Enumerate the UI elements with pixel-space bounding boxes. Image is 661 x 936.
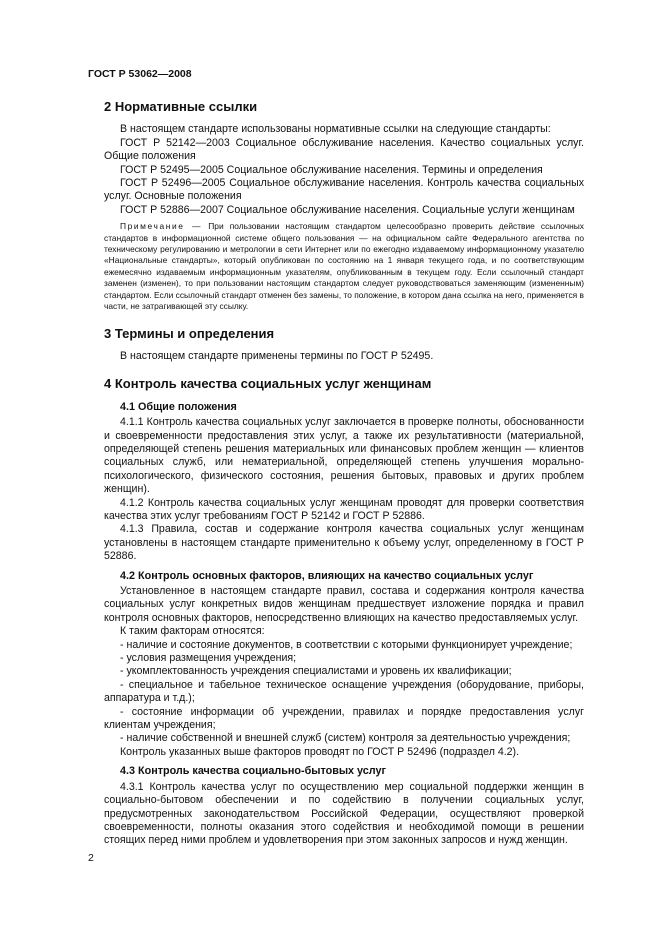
page-number: 2 xyxy=(88,852,94,864)
document-body xyxy=(104,94,584,848)
paragraph: 4.3.1 Контроль качества услуг по осуществлению мер социальной поддержки женщин в социально-бытовом обеспечении и по содействию в получении социальных услуг, предусмотренных законодательством Российской Федерации, осуществляют проверкой своевременности, полноты оказания этого содействия и необходимой помощи в решении стоящих перед ними проблем и удовлетворения при этом законных запросов и нужд женщин. xyxy=(104,780,584,847)
list-item: - наличие и состояние документов, в соответствии с которыми функционирует учреждение; xyxy=(120,638,573,651)
paragraph: Контроль указанных выше факторов проводят по ГОСТ Р 52496 (подраздел 4.2). xyxy=(120,745,520,758)
list-item: - укомплектованность учреждения специалистами и уровень их квалификации; xyxy=(120,665,512,678)
normative-ref: ГОСТ Р 52495—2005 Социальное обслуживание населения. Термины и определения xyxy=(120,163,543,176)
list-item: - условия размещения учреждения; xyxy=(120,652,297,665)
list-item: - специальное и табельное техническое оснащение учреждения (оборудование, приборы, аппаратура и т.д.); xyxy=(104,678,584,705)
section-4-heading: 4 Контроль качества социальных услуг женщинам xyxy=(104,376,432,392)
paragraph: 4.1.1 Контроль качества социальных услуг заключается в проверке полноты, обоснованности и своевременности предоставления этих услуг, а также их результативности (материальной, определяющей степень решения материальных или финансовых проблем женщин — клиентов социальных служб, или нематериальной, определяющей степень улучшения морально-психологического, физического состояния, решения бытовых, правовых и других проблем женщин). xyxy=(104,416,584,496)
list-item: - состояние информации об учреждении, правилах и порядке предоставления услуг клиентам учреждения; xyxy=(104,705,584,732)
paragraph: Установленное в настоящем стандарте правил, состава и содержания контроля качества социальных услуг конкретных видов женщинам предшествует изложение порядка и правил контроля основных факторов, непосредственно влияющих на качество предоставляемых услуг. xyxy=(104,585,584,624)
section-3-heading: 3 Термины и определения xyxy=(104,325,275,341)
normative-ref: ГОСТ Р 52142—2003 Социальное обслуживание населения. Качество социальных услуг. Общие положения xyxy=(104,136,584,163)
subsection-4-3-heading: 4.3 Контроль качества социально-бытовых услуг xyxy=(120,765,387,778)
paragraph: 4.1.3 Правила, состав и содержание контроля качества социальных услуг женщинам установлены в настоящем стандарте применительно к объему услуг, определенному в ГОСТ Р 52886. xyxy=(104,523,584,563)
note xyxy=(104,221,584,312)
section-3-text: В настоящем стандарте применены термины по ГОСТ Р 52495. xyxy=(120,349,434,362)
section-2-intro: В настоящем стандарте использованы нормативные ссылки на следующие стандарты: xyxy=(120,123,551,136)
normative-ref: ГОСТ Р 52496—2005 Социальное обслуживание населения. Контроль качества социальных услуг. Основные положения xyxy=(104,177,584,203)
subsection-4-1-heading: 4.1 Общие положения xyxy=(120,400,237,413)
list-item: - наличие собственной и внешней служб (систем) контроля за деятельностью учреждения; xyxy=(120,732,571,745)
note-label: Примечание — xyxy=(120,221,203,232)
section-2-heading: 2 Нормативные ссылки xyxy=(104,99,258,114)
subsection-4-2-heading: 4.2 Контроль основных факторов, влияющих на качество социальных услуг xyxy=(120,569,534,582)
note-text: При пользовании настоящим стандартом целесообразно проверить действие ссылочных стандартов в информационной системе общего пользования — на официальном сайте Федерального агентства по техническому регулированию и метрологии в сети Интернет или по ежегодно издаваемому информационному указателю «Национальные стандарты», который опубликован по состоянию на 1 января текущего года, и по соответствующим ежемесячно издаваемым информационным указателям, опубликованным в текущем году. Если ссылочный стандарт заменен (изменен), то при пользовании настоящим стандартом следует руководствоваться заменяющим (измененным) стандартом. Если ссылочный стандарт отменен без замены, то положение, в котором дана ссылка на него, применяется в части, не затрагивающей эту ссылку. xyxy=(104,221,584,312)
normative-ref: ГОСТ Р 52886—2007 Социальное обслуживание населения. Социальные услуги женщинам xyxy=(120,203,575,216)
document-header: ГОСТ Р 53062—2008 xyxy=(88,68,192,80)
paragraph: 4.1.2 Контроль качества социальных услуг женщинам проводят для проверки соответствия качества этих услуг требованиям ГОСТ Р 52142 и ГОСТ Р 52886. xyxy=(104,496,584,522)
paragraph: К таким факторам относятся: xyxy=(120,625,265,638)
